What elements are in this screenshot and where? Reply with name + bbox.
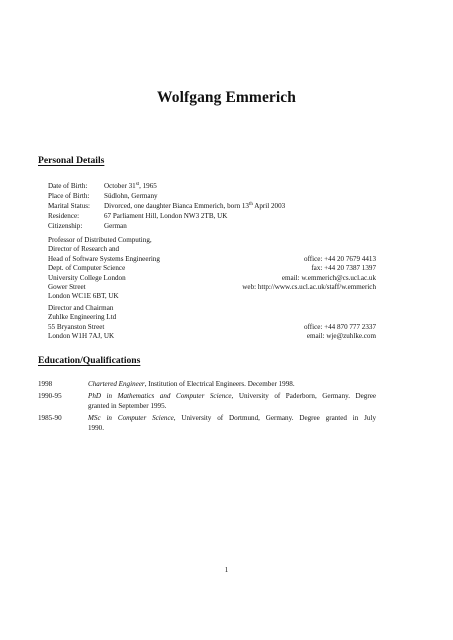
contact-row: Zuhlke Engineering Ltd xyxy=(48,313,117,322)
education-description: PhD in Mathematics and Computer Science, University of Paderborn, Germany. Degree granted in September 1995. xyxy=(88,392,376,410)
contact-row: 55 Bryanston Street office: +44 870 777 2337 xyxy=(48,322,376,331)
education-item xyxy=(38,391,376,411)
personal-row-residence xyxy=(48,211,378,221)
email-link[interactable]: email: wje@zuhlke.com xyxy=(306,332,376,341)
personal-value: 67 Parliament Hill, London NW3 2TB, UK xyxy=(104,211,228,220)
education-item xyxy=(38,379,376,389)
personal-label: Citizenship: xyxy=(48,221,83,230)
personal-row-marital-status xyxy=(48,201,378,211)
contact-row: Professor of Distributed Computing, xyxy=(48,236,152,244)
education-year: 1998 xyxy=(38,380,53,388)
education-description: MSc in Computer Science, University of Dortmund, Germany. Degree granted in July 1990. xyxy=(88,414,376,432)
office-phone: office: +44 870 777 2337 xyxy=(303,322,376,331)
education-year: 1990-95 xyxy=(38,392,62,400)
fax-number: fax: +44 20 7387 1397 xyxy=(311,264,376,273)
contact-row: Dept. of Computer Science fax: +44 20 7387 1397 xyxy=(48,264,376,273)
office-phone: office: +44 20 7679 4413 xyxy=(303,254,376,263)
web-link[interactable]: web: http://www.cs.ucl.ac.uk/staff/w.emmerich xyxy=(242,282,376,291)
personal-value: Divorced, one daughter Bianca Emmerich, born 13th April 2003 xyxy=(104,201,286,210)
personal-value: October 31st, 1965 xyxy=(104,182,157,190)
contact-row: Director of Research and xyxy=(48,245,120,254)
personal-row-citizenship xyxy=(48,221,378,231)
personal-details-list xyxy=(48,181,378,230)
personal-row-birth-date xyxy=(48,181,378,191)
contact-row: Head of Software Systems Engineering office: +44 20 7679 4413 xyxy=(48,254,376,263)
contact-row: University College London email: w.emmerich@cs.ucl.ac.uk xyxy=(48,273,376,282)
page-title: Wolfgang Emmerich xyxy=(156,89,297,106)
personal-value: Südlohn, Germany xyxy=(104,191,158,200)
personal-label: Date of Birth: xyxy=(48,182,88,190)
contact-row: London W1H 7AJ, UK email: wje@zuhlke.com xyxy=(48,332,376,341)
education-item xyxy=(38,413,376,433)
education-list xyxy=(38,379,376,435)
contact-row: Gower Street web: http://www.cs.ucl.ac.uk/staff/w.emmerich xyxy=(48,282,376,291)
page-number: 1 xyxy=(224,566,229,574)
ucl-affiliation-block xyxy=(48,235,376,301)
personal-label: Place of Birth: xyxy=(48,191,90,200)
contact-row: Director and Chairman xyxy=(48,304,114,312)
email-link[interactable]: email: w.emmerich@cs.ucl.ac.uk xyxy=(281,273,376,282)
personal-details-heading: Personal Details xyxy=(38,155,105,166)
personal-label: Marital Status: xyxy=(48,201,90,210)
personal-value: German xyxy=(104,221,127,230)
zuhlke-affiliation-block xyxy=(48,303,376,341)
personal-row-birth-place xyxy=(48,191,378,201)
contact-row: London WC1E 6BT, UK xyxy=(48,292,119,301)
education-description: Chartered Engineer, Institution of Electrical Engineers. December 1998. xyxy=(88,380,295,388)
education-year: 1985-90 xyxy=(38,414,62,422)
education-heading: Education/Qualifications xyxy=(38,355,141,366)
personal-label: Residence: xyxy=(48,211,80,220)
